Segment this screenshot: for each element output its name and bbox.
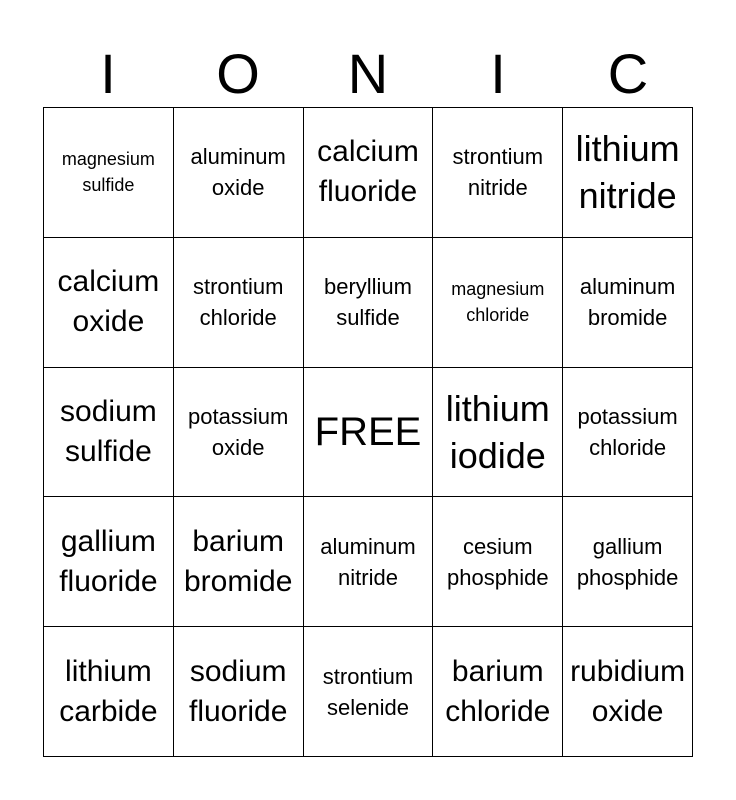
cell-label: lithium nitride [575,128,680,217]
bingo-header [43,40,693,108]
cell-label: calcium fluoride [317,135,419,209]
bingo-cell[interactable] [563,497,693,627]
cell-label: strontium chloride [192,274,284,331]
bingo-cell[interactable] [563,108,693,238]
bingo-cell[interactable] [174,627,304,757]
bingo-cell[interactable] [304,627,434,757]
header-letter-n: N [347,42,389,105]
cell-label: gallium fluoride [59,524,158,598]
bingo-cell[interactable] [304,497,434,627]
bingo-cell[interactable] [433,368,563,498]
cell-label: aluminum bromide [579,274,676,331]
bingo-cell[interactable] [563,238,693,368]
cell-label: strontium nitride [452,144,544,201]
bingo-cell[interactable] [44,108,174,238]
header-letter-i-2: I [490,42,506,105]
cell-label: calcium oxide [57,265,160,339]
cell-label: strontium selenide [322,663,414,720]
cell-label: magnesium sulfide [61,149,155,196]
bingo-cell[interactable] [44,627,174,757]
cell-label: potassium chloride [577,403,678,460]
cell-label: cesium phosphide [447,533,549,590]
bingo-cell[interactable] [304,238,434,368]
cell-label: magnesium chloride [451,279,545,326]
cell-label: barium bromide [184,524,293,598]
bingo-cell[interactable] [433,108,563,238]
bingo-cell[interactable] [174,108,304,238]
header-letter-o: O [216,42,260,105]
bingo-cell[interactable] [174,368,304,498]
cell-label: lithium carbide [59,654,158,728]
cell-label: gallium phosphide [576,533,679,590]
bingo-cell[interactable] [174,497,304,627]
bingo-cell[interactable] [44,368,174,498]
cell-label: beryllium sulfide [323,274,412,331]
bingo-cell[interactable] [433,238,563,368]
bingo-cell[interactable] [563,627,693,757]
bingo-card-grid [43,107,693,757]
bingo-cell[interactable] [433,627,563,757]
cell-label: sodium fluoride [188,654,288,728]
cell-label: barium chloride [445,654,551,728]
cell-label: lithium iodide [445,387,550,476]
free-space-label: FREE [314,409,422,454]
header-letter-c: C [607,42,649,105]
cell-label: aluminum nitride [320,533,416,590]
bingo-cell[interactable] [174,238,304,368]
cell-label: sodium sulfide [60,394,157,468]
bingo-cell[interactable] [304,108,434,238]
cell-label: aluminum oxide [190,144,286,201]
bingo-cell[interactable] [44,497,174,627]
cell-label: rubidium oxide [570,654,686,728]
header-letter-i: I [100,42,116,105]
free-space[interactable] [304,368,434,498]
bingo-cell[interactable] [44,238,174,368]
bingo-cell[interactable] [563,368,693,498]
cell-label: potassium oxide [188,403,289,460]
bingo-cell[interactable] [433,497,563,627]
